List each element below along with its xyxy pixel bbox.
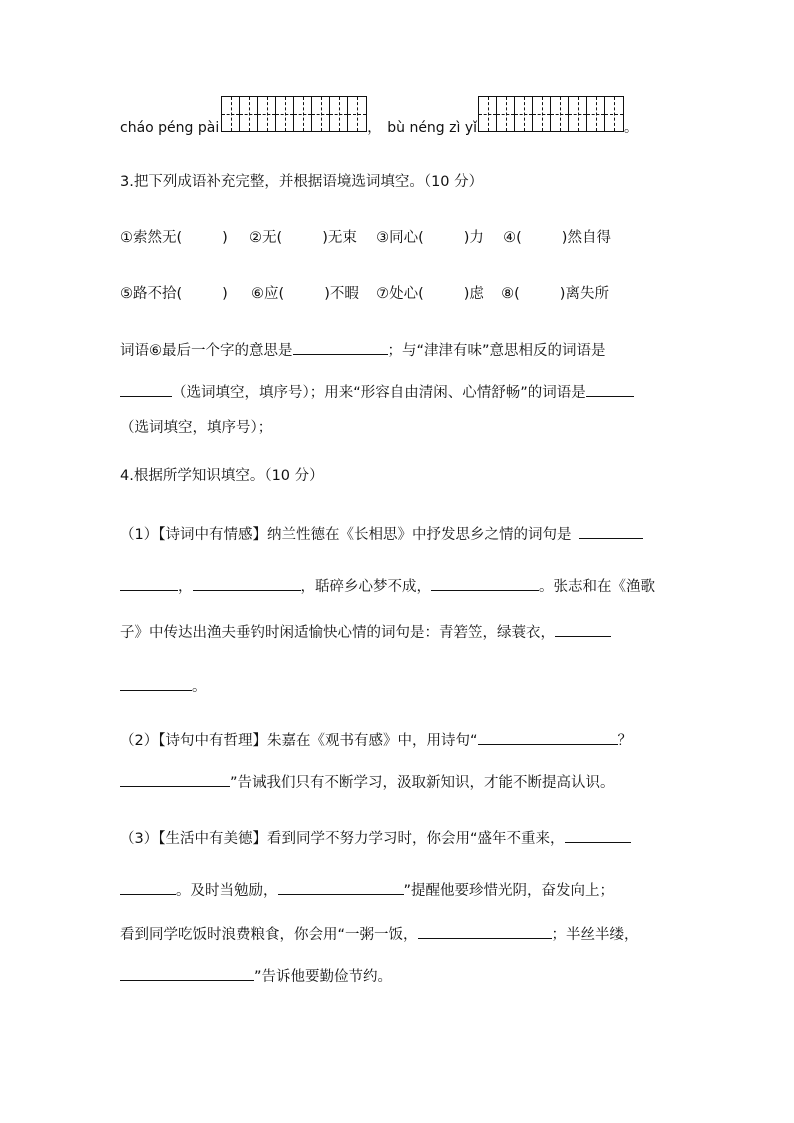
q3-line-2: （选词填空，填序号）；用来“形容自由清闲、心情舒畅”的词语是: [120, 382, 634, 403]
q4-p3-line-4: ”告诉他要勤俭节约。: [120, 966, 392, 987]
idiom-4: ④(: [503, 230, 522, 246]
blank-11[interactable]: [278, 880, 404, 895]
idiom-7: ⑦处心(: [376, 286, 424, 302]
q4-p2-line-2: ”告诫我们只有不断学习，汲取新知识，才能不断提高认识。: [120, 772, 615, 793]
answer-blank-opposite[interactable]: [120, 382, 172, 397]
idiom-2: ②无(: [249, 230, 283, 246]
blank-3[interactable]: [193, 576, 301, 591]
blank-4[interactable]: [431, 576, 539, 591]
q4-p3-line-2: 。及时当勉励， ”提醒他要珍惜光阴，奋发向上；: [120, 880, 614, 901]
pinyin-2: bù néng zì yǐ: [387, 120, 478, 136]
writing-grid-1[interactable]: [221, 96, 367, 132]
q4-p1-line-3: 子》中传达出渔夫垂钓时闲适愉快心情的词句是：青箬笠，绿蓑衣，: [120, 622, 611, 643]
blank-10[interactable]: [120, 880, 176, 895]
blank-13[interactable]: [120, 966, 254, 981]
q4-p1-line-2: ， ，聒碎乡心梦不成， 。张志和在《渔歌: [120, 576, 655, 597]
blank-7[interactable]: [478, 730, 618, 745]
idiom-row-2: ⑤路不拾( ) ⑥应( )不暇 ⑦处心( )虑 ⑧( )离失所: [120, 286, 609, 302]
q3-line-1: 词语⑥最后一个字的意思是 ；与“津津有味”意思相反的词语是: [120, 340, 606, 361]
blank-5[interactable]: [555, 622, 611, 637]
q4-p1-line-1: （1）【诗词中有情感】纳兰性德在《长相思》中抒发思乡之情的词句是: [120, 524, 643, 545]
q4-p3-line-1: （3）【生活中有美德】看到同学不努力学习时，你会用“盛年不重来，: [120, 828, 631, 849]
blank-9[interactable]: [565, 828, 631, 843]
idiom-8: ⑧(: [501, 286, 520, 302]
q3-line-3: （选词填空，填序号）；: [120, 420, 273, 436]
q4-p1-line-4: 。: [120, 676, 207, 697]
blank-12[interactable]: [418, 924, 552, 939]
blank-6[interactable]: [120, 676, 192, 691]
idiom-6: ⑥应(: [251, 286, 285, 302]
separator: ，: [367, 120, 382, 136]
idiom-3: ③同心(: [376, 230, 424, 246]
end-period: 。: [624, 120, 639, 136]
blank-8[interactable]: [120, 772, 230, 787]
idiom-1: ①索然无(: [120, 230, 183, 246]
q4-title: 4.根据所学知识填空。（10 分）: [120, 468, 324, 484]
q3-title: 3.把下列成语补充完整，并根据语境选词填空。（10 分）: [120, 174, 484, 190]
idiom-row-1: ①索然无( ) ②无( )无束 ③同心( )力 ④( )然自得: [120, 230, 611, 246]
pinyin-writing-line: [120, 96, 639, 136]
blank-2[interactable]: [120, 576, 178, 591]
answer-blank-meaning[interactable]: [293, 340, 388, 355]
idiom-5: ⑤路不拾(: [120, 286, 183, 302]
writing-grid-2[interactable]: [478, 96, 624, 132]
answer-blank-free[interactable]: [586, 382, 634, 397]
q4-p3-line-3: 看到同学吃饭时浪费粮食，你会用“一粥一饭， ；半丝半缕，: [120, 924, 639, 945]
blank-1[interactable]: [579, 524, 643, 539]
q4-p2-line-1: （2）【诗句中有哲理】朱嘉在《观书有感》中，用诗句“ ？: [120, 730, 632, 751]
pinyin-1: cháo péng pài: [120, 120, 220, 136]
